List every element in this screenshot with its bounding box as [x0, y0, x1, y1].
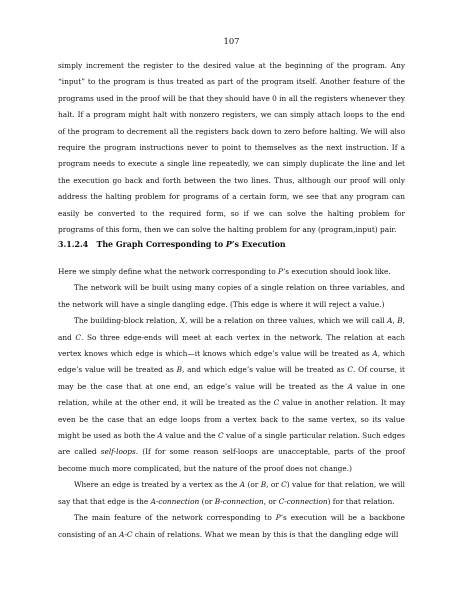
p5-s3: chain of relations. What we mean by this is that the dangling edge will [132, 529, 399, 539]
section-title-var: P [225, 240, 232, 249]
p5-v1: P [275, 513, 281, 523]
body-text-block [58, 264, 405, 543]
p3-v6: B [176, 365, 183, 375]
p3-v7: C [347, 365, 354, 375]
paragraph-4 [58, 477, 405, 510]
p3-term-self-loops: self-loops. [100, 447, 139, 457]
p3-s6: , which edge’s value will be treated as [58, 349, 405, 375]
p3-s12: value of a single particular relation. Such edges are called [58, 431, 405, 457]
p3-s2: , will be a relation on three values, which we will call [185, 316, 388, 326]
p3-v8: A [347, 381, 353, 391]
p3-v9: C [273, 398, 280, 408]
paragraph-3 [58, 313, 405, 477]
p3-s13: (If for some reason self-loops are unacceptable, parts of the proof become much more complicated, but the nature of the proof does not change.) [58, 447, 405, 473]
p4-s6: , or [263, 496, 279, 506]
paragraph-2: The network will be built using many copies of a single relation on three variables, and the network will have a single dangling edge. (This edge is where it will reject a value.) [58, 283, 405, 309]
p5-s2: ’s execution will be a backbone consisting of an [58, 513, 405, 539]
paragraph-1 [58, 264, 405, 280]
page-number: 107 [223, 36, 240, 46]
p4-v1: A [239, 480, 246, 490]
paragraph-intro: simply increment the register to the desired value at the beginning of the program. Any “input” to the program is thus treated as part of the program itself. Another feature of the programs used in the proof will be that they should have 0 in all the registers whenever they halt. If a program might halt with nonzero registers, we can simply attach loops to the end of the program to decrement all the registers back down to zero before halting. We will also require the program instructions never to point to themselves as the next instruction. If a program needs to execute a single line repeatedly, we can simply duplicate the line and let the execution go back and forth between the two lines. Thus, although our proof will only address the halting problem for programs of a certain form, we see that any program can easily be converted to the required form, so if we can solve the halting problem for programs of this form, then we can solve the halting problem for any (program,input) pair. [58, 61, 405, 235]
p4-s7: ) for that relation. [327, 496, 395, 506]
p3-s9: value in one relation, while at the other end, it will be treated as the [58, 381, 405, 408]
p3-v10: A [157, 431, 163, 441]
p4-term-b-connection: B-connection [214, 496, 264, 506]
intro-text-block [58, 58, 405, 238]
p1-var: P [278, 267, 283, 276]
p1-text-b: ’s execution should look like. [282, 267, 391, 276]
p5-s1: The main feature of the network corresponding to [74, 513, 276, 523]
p4-s2: (or [245, 480, 261, 490]
p4-term-a-connection: A-connection [150, 496, 200, 506]
p4-v2: B [260, 480, 267, 490]
p4-s5: (or [199, 496, 215, 506]
p3-s10: value in another relation. It may even be the case that an edge loops from a vertex back to the same vertex, so its value might be used as both the [58, 398, 405, 441]
p3-v2: A [387, 316, 393, 326]
p3-s7: , and which edge’s value will be treated as [182, 365, 348, 375]
paragraph-5 [58, 510, 405, 543]
section-title-before: The Graph Corresponding to [96, 240, 226, 249]
p3-s3: , [392, 316, 398, 326]
p4-s1: Where an edge is treated by a vertex as the [74, 480, 240, 490]
p4-term-c-connection: C-connection [278, 496, 328, 506]
p3-v11: C [217, 431, 224, 441]
section-heading-wrap [58, 237, 405, 253]
p4-v3: C [281, 480, 287, 490]
section-number: 3.1.2.4 [58, 240, 89, 249]
section-title-after: ’s Execution [231, 240, 286, 249]
p3-v4: C [75, 332, 82, 342]
p3-v3: B [397, 316, 403, 326]
p3-s8: . Of course, it may be the case that at one end, an edge’s value will be treated as the [58, 365, 405, 391]
p3-v1: X [179, 316, 186, 326]
p3-s5: . So three edge-ends will meet at each vertex in the network. The relation at each vertex knows which edge is which—it knows which edge’s value will be treated as [58, 332, 405, 359]
section-heading [58, 237, 405, 253]
p4-s3: , or [266, 480, 282, 490]
p5-term-a-c: A-C [119, 529, 133, 539]
p3-v5: A [372, 349, 378, 359]
p1-text-a: Here we simply define what the network corresponding to [58, 267, 278, 276]
p3-s1: The building-block relation, [74, 316, 180, 326]
p4-s4: ) value for that relation, we will say that that edge is the [58, 480, 405, 506]
p3-s4: , and [58, 316, 405, 342]
p3-s11: value and the [162, 431, 218, 441]
